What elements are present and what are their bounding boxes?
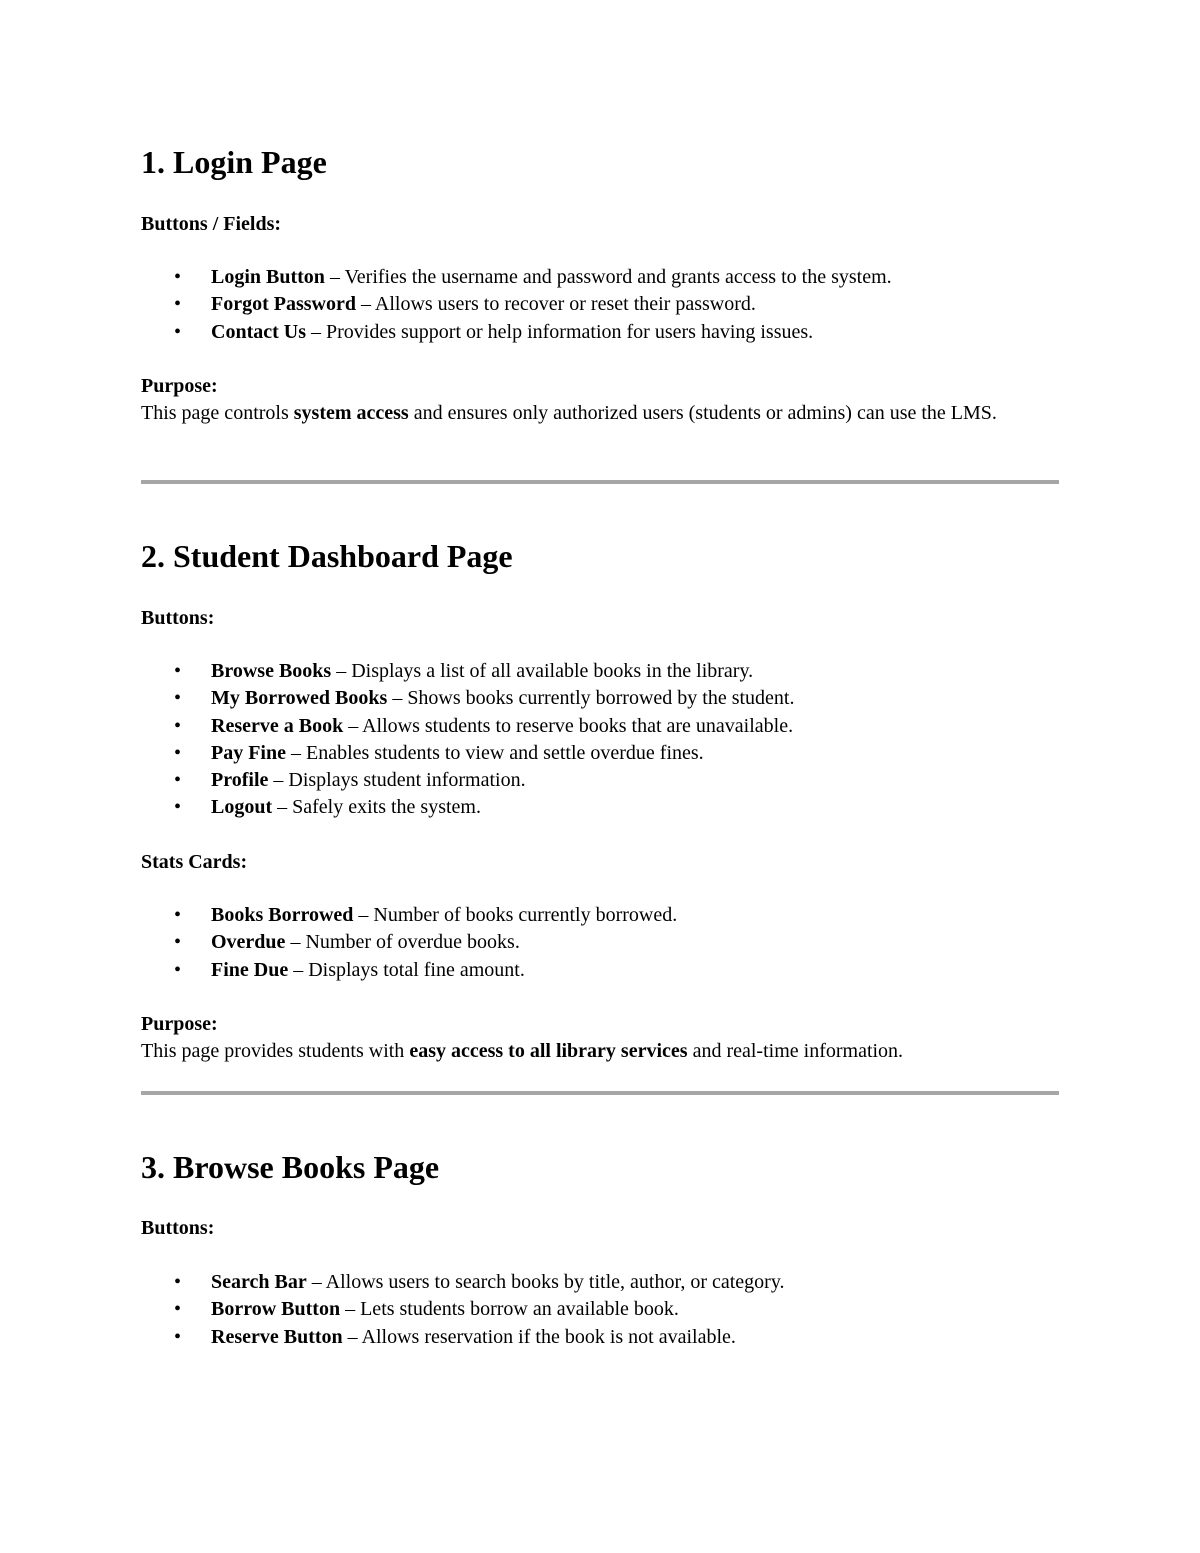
bullet-icon: • [174,266,182,288]
item-term: Overdue [211,931,286,954]
item-term: Browse Books [211,660,332,682]
list-item [141,264,1059,291]
bullet-icon: • [174,660,182,682]
purpose-emphasis: easy access to all library services [409,1040,688,1062]
bullet-icon: • [174,1298,182,1321]
item-desc: – Number of overdue books. [285,931,520,954]
item-desc: – Allows students to reserve books that are unavailable. [343,714,794,737]
bullet-icon: • [174,714,182,737]
item-term: My Borrowed Books [211,687,388,710]
buttons-label: Buttons: [141,607,215,629]
item-term: Fine Due [211,958,289,981]
item-term: Borrow Button [211,1298,341,1321]
bullet-icon: • [174,931,182,954]
item-term: Search Bar [211,1271,307,1293]
list-item [141,291,1059,318]
item-term: Reserve Button [211,1325,343,1348]
bullet-icon: • [174,958,182,981]
list-item [141,794,1059,821]
stats-cards-list [141,902,1059,984]
item-term: Logout [211,796,273,819]
item-desc: – Displays a list of all available books in the library. [331,660,754,682]
item-desc: – Number of books currently borrowed. [353,904,678,926]
purpose-label: Purpose: [141,375,218,397]
bullet-icon: • [174,320,182,343]
purpose-text [141,1037,1059,1065]
list-item [141,658,1059,685]
purpose-text-end: and ensures only authorized users (students or admins) can use the LMS. [408,402,997,424]
list-item [141,319,1059,346]
list-item [141,685,1059,712]
item-desc: – Displays student information. [268,769,526,792]
item-term: Profile [211,769,269,792]
dashboard-buttons-list [141,658,1059,822]
item-desc: – Allows users to recover or reset their password. [355,293,756,316]
item-desc: – Displays total fine amount. [288,958,525,981]
list-item [141,957,1059,984]
list-item [141,1269,1059,1296]
item-term: Books Borrowed [211,904,354,926]
bullet-icon: • [174,741,182,764]
list-item [141,1324,1059,1351]
section-divider [141,480,1059,484]
purpose-label: Purpose: [141,1013,218,1035]
browse-buttons-list [141,1269,1059,1351]
item-desc: – Provides support or help information for users having issues. [306,320,814,343]
buttons-fields-label: Buttons / Fields: [141,213,282,235]
purpose-text-start: This page controls [141,402,294,424]
item-desc: – Allows users to search books by title, author, or category. [306,1271,785,1293]
item-desc: – Enables students to view and settle overdue fines. [286,741,704,764]
item-desc: – Lets students borrow an available book. [340,1298,679,1321]
list-item [141,1296,1059,1323]
item-desc: – Shows books currently borrowed by the student. [387,687,795,710]
purpose-text [141,399,1059,427]
stats-cards-label: Stats Cards: [141,851,248,873]
purpose-text-end: and real-time information. [687,1040,904,1062]
item-term: Login Button [211,266,325,288]
list-item [141,929,1059,956]
list-item [141,740,1059,767]
list-item [141,902,1059,929]
buttons-label: Buttons: [141,1217,215,1239]
bullet-icon: • [174,796,182,819]
item-desc: – Allows reservation if the book is not available. [342,1325,736,1348]
login-items-list [141,264,1059,346]
section-heading-student-dashboard: 2. Student Dashboard Page [141,538,513,574]
section-divider [141,1091,1059,1095]
bullet-icon: • [174,1325,182,1348]
list-item [141,767,1059,794]
purpose-emphasis: system access [293,402,409,424]
bullet-icon: • [174,904,182,926]
purpose-text-start: This page provides students with [141,1040,410,1062]
bullet-icon: • [174,769,182,792]
item-term: Forgot Password [211,293,356,316]
item-desc: – Safely exits the system. [272,796,481,819]
section-heading-browse-books: 3. Browse Books Page [141,1149,440,1185]
item-term: Pay Fine [211,741,286,764]
item-desc: – Verifies the username and password and grants access to the system. [324,266,892,288]
list-item [141,713,1059,740]
bullet-icon: • [174,293,182,316]
bullet-icon: • [174,1271,182,1293]
section-heading-login: 1. Login Page [141,144,327,180]
item-term: Reserve a Book [211,714,344,737]
bullet-icon: • [174,687,182,710]
item-term: Contact Us [211,320,306,343]
